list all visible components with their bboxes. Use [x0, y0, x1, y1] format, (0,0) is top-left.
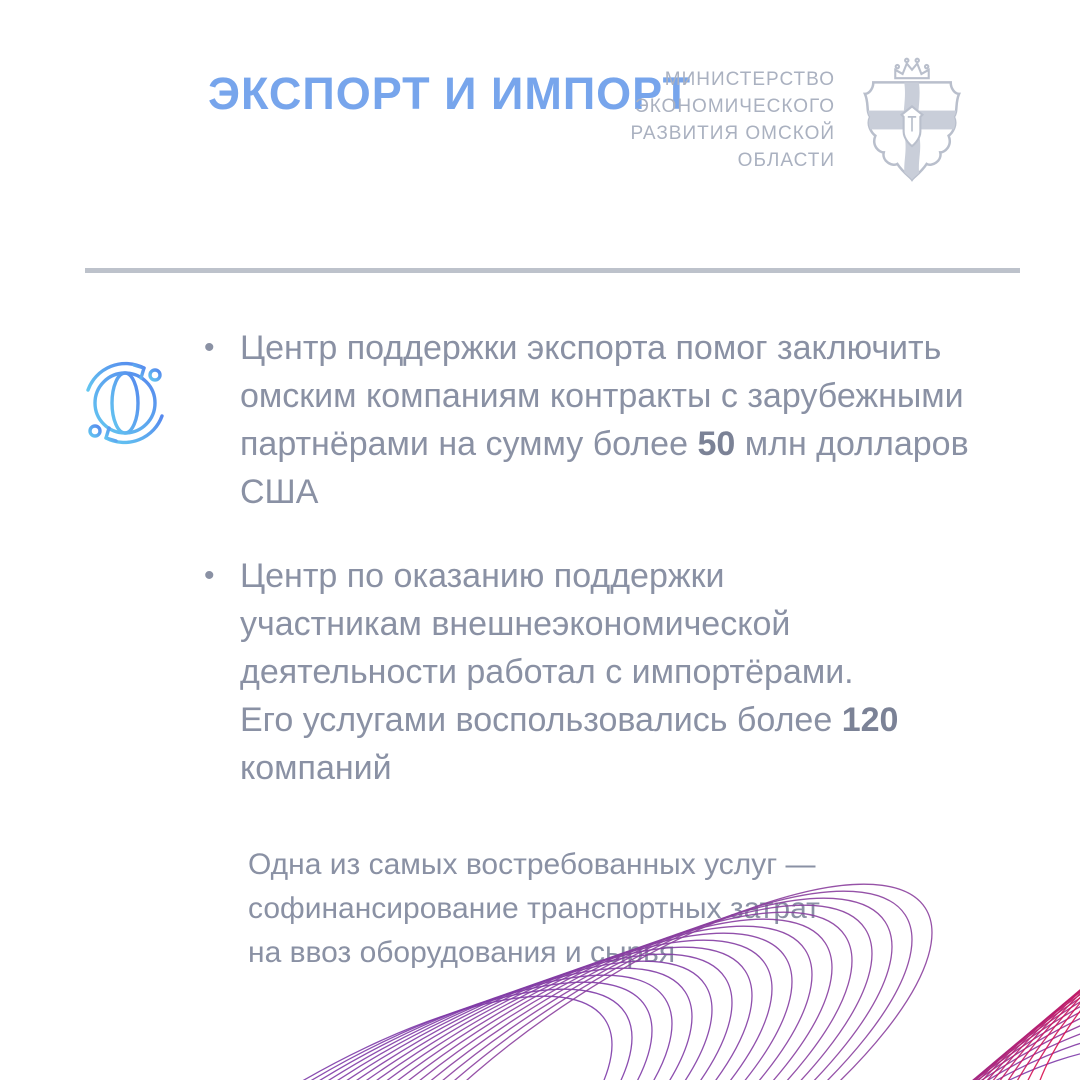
highlight-number: 50: [697, 425, 736, 463]
text-line: США: [240, 473, 319, 511]
bullet-text: [240, 552, 1024, 792]
page-title: ЭКСПОРТ И ИМПОРТ: [208, 68, 692, 119]
ministry-line: ЭКОНОМИЧЕСКОГО: [635, 96, 835, 117]
note-text: [248, 843, 908, 975]
globe-sync-icon: [60, 338, 190, 468]
text-line: омским компаниям контракты с зарубежными: [240, 377, 964, 415]
ministry-line: ОБЛАСТИ: [737, 150, 835, 171]
bullet-marker: •: [204, 331, 215, 364]
divider-line: [85, 268, 1020, 273]
ministry-line: МИНИСТЕРСТВО: [664, 69, 835, 90]
text-line: деятельности работал с импортёрами.: [240, 653, 854, 691]
highlight-number: 120: [841, 701, 899, 739]
text-line: Центр по оказанию поддержки: [240, 557, 725, 595]
list-item: [204, 324, 1024, 516]
text-line: участникам внешнеэкономической: [240, 605, 791, 643]
bullet-list: [204, 324, 1024, 828]
omsk-region-coat-of-arms-icon: [858, 52, 966, 188]
text-line: Одна из самых востребованных услуг —: [248, 848, 816, 881]
text-line: софинансирование транспортных затрат: [248, 892, 820, 925]
list-item: [204, 552, 1024, 792]
bullet-marker: •: [204, 559, 215, 592]
ministry-name: [575, 66, 835, 174]
text-line: Его услугами воспользовались более 120: [240, 701, 899, 739]
text-line: на ввоз оборудования и сырья: [248, 936, 676, 969]
text-line: Центр поддержки экспорта помог заключить: [240, 329, 942, 367]
text-line: партнёрами на сумму более 50 млн долларов: [240, 425, 969, 463]
text-line: компаний: [240, 749, 392, 787]
ministry-line: РАЗВИТИЯ ОМСКОЙ: [630, 123, 835, 144]
bullet-text: [240, 324, 1024, 516]
